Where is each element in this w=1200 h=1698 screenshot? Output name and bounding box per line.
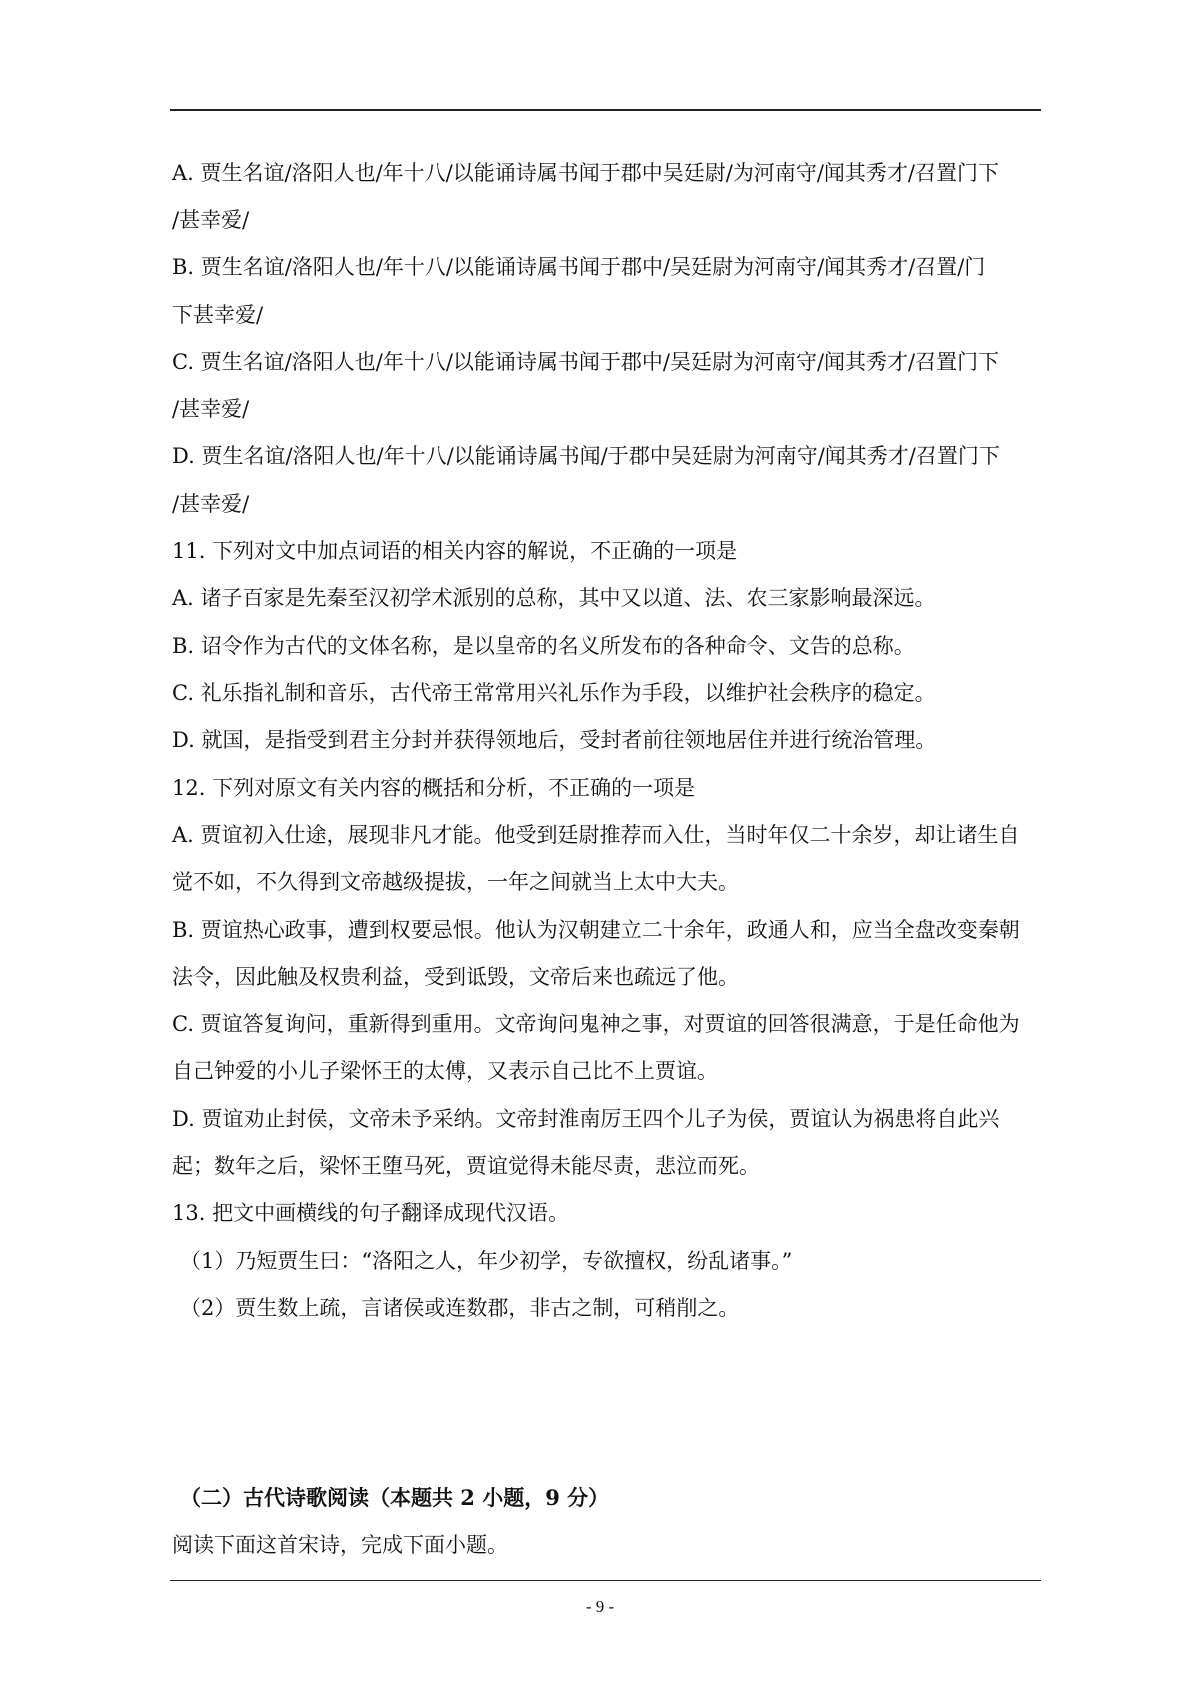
option-10c-line-2: /甚幸爱/	[172, 397, 250, 421]
option-10c-line-1: C. 贾生名谊/洛阳人也/年十八/以能诵诗属书闻于郡中/吴廷尉为河南守/闻其秀才/召置门下	[172, 350, 1000, 374]
option-10d-line-2: /甚幸爱/	[172, 492, 250, 516]
option-12c-line-2: 自己钟爱的小儿子梁怀王的太傅，又表示自己比不上贾谊。	[172, 1059, 718, 1083]
option-10b-line-2: 下甚幸爱/	[172, 303, 264, 327]
option-11a: A. 诸子百家是先秦至汉初学术派别的总称，其中又以道、法、农三家影响最深远。	[172, 586, 936, 610]
option-12b-line-2: 法令，因此触及权贵利益，受到诋毁，文帝后来也疏远了他。	[172, 965, 739, 989]
option-12c-line-1: C. 贾谊答复询问，重新得到重用。文帝询问鬼神之事，对贾谊的回答很满意，于是任命他为	[172, 1012, 1020, 1036]
option-12d-line-2: 起；数年之后，梁怀王堕马死，贾谊觉得未能尽责，悲泣而死。	[172, 1154, 760, 1178]
section-instruction: 阅读下面这首宋诗，完成下面小题。	[172, 1533, 508, 1557]
option-10d-line-1: D. 贾生名谊/洛阳人也/年十八/以能诵诗属书闻/于郡中吴廷尉为河南守/闻其秀才/召置门下	[172, 444, 1000, 468]
option-11b: B. 诏令作为古代的文体名称，是以皇帝的名义所发布的各种命令、文告的总称。	[172, 634, 915, 658]
question-13-sentence-2: （2）贾生数上疏，言诸侯或连数郡，非古之制，可稍削之。	[180, 1296, 740, 1320]
option-11c: C. 礼乐指礼制和音乐，古代帝王常常用兴礼乐作为手段，以维护社会秩序的稳定。	[172, 681, 936, 705]
option-10a-line-2: /甚幸爱/	[172, 208, 250, 232]
footer-rule	[170, 1580, 1041, 1581]
option-11d: D. 就国，是指受到君主分封并获得领地后，受封者前往领地居住并进行统治管理。	[172, 728, 937, 752]
header-rule	[170, 109, 1041, 111]
section-heading: （二）古代诗歌阅读（本题共 2 小题，9 分）	[180, 1485, 610, 1510]
option-12a-line-2: 觉不如，不久得到文帝越级提拔，一年之间就当上太中大夫。	[172, 870, 739, 894]
question-12-stem: 12. 下列对原文有关内容的概括和分析，不正确的一项是	[172, 776, 696, 800]
option-10b-line-1: B. 贾生名谊/洛阳人也/年十八/以能诵诗属书闻于郡中/吴廷尉为河南守/闻其秀才/召置/门	[172, 255, 986, 279]
option-12d-line-1: D. 贾谊劝止封侯，文帝未予采纳。文帝封淮南厉王四个儿子为侯，贾谊认为祸患将自此兴	[172, 1107, 1000, 1131]
option-12a-line-1: A. 贾谊初入仕途，展现非凡才能。他受到廷尉推荐而入仕，当时年仅二十余岁，却让诸生自	[172, 823, 1020, 847]
page-number: - 9 -	[585, 1597, 615, 1616]
option-10a-line-1: A. 贾生名谊/洛阳人也/年十八/以能诵诗属书闻于郡中吴廷尉/为河南守/闻其秀才/召置门下	[172, 161, 999, 185]
question-13-sentence-1: （1）乃短贾生曰：“洛阳之人，年少初学，专欲擅权，纷乱诸事。”	[180, 1249, 793, 1273]
question-13-stem: 13. 把文中画横线的句子翻译成现代汉语。	[172, 1201, 570, 1225]
option-12b-line-1: B. 贾谊热心政事，遭到权要忌恨。他认为汉朝建立二十余年，政通人和，应当全盘改变秦朝	[172, 918, 1020, 942]
question-11-stem: 11. 下列对文中加点词语的相关内容的解说，不正确的一项是	[172, 539, 738, 563]
